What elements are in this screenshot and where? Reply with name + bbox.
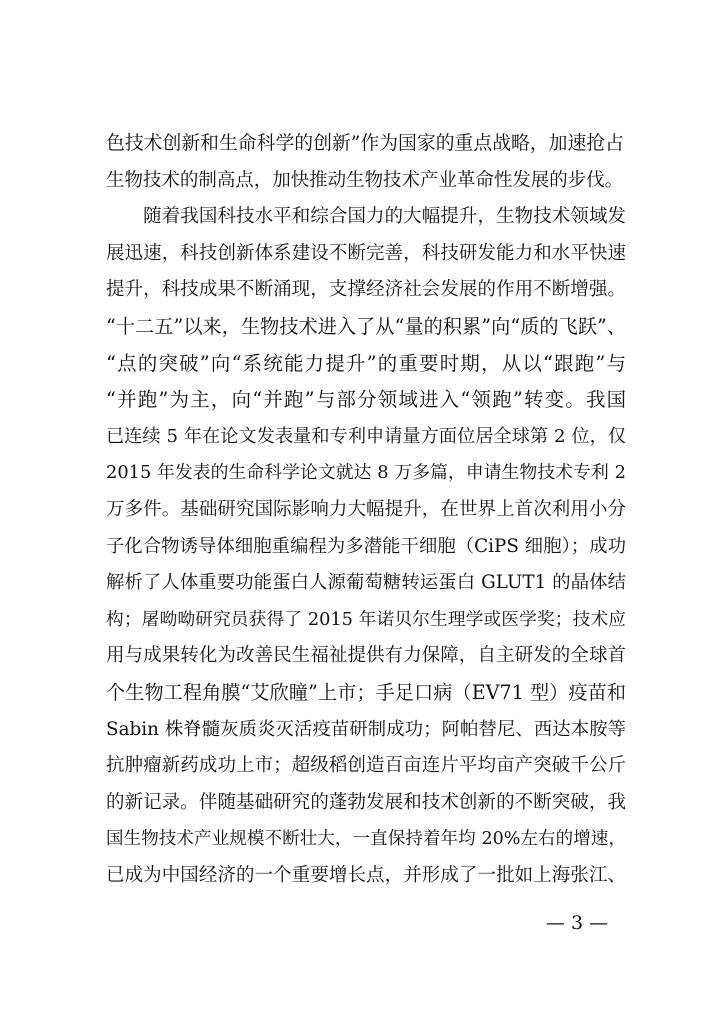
text-line: 构；屠呦呦研究员获得了 2015 年诺贝尔生理学或医学奖；技术应 <box>106 609 626 630</box>
text-line: 随着我国科技水平和综合国力的大幅提升，生物技术领域发 <box>106 206 626 228</box>
text-line: 用与成果转化为改善民生福祉提供有力保障，自主研发的全球首 <box>106 645 626 667</box>
text-line: 2015 年发表的生命科学论文就达 8 万多篇，申请生物技术专利 2 <box>106 462 626 484</box>
text-line: 色技术创新和生命科学的创新”作为国家的重点战略，加速抢占 <box>106 133 624 154</box>
text-line: 提升，科技成果不断涌现，支撑经济社会发展的作用不断增强。 <box>106 279 626 301</box>
page-number: — 3 — <box>546 912 609 934</box>
text-line: 子化合物诱导体细胞重编程为多潜能干细胞（CiPS 细胞）；成功 <box>106 535 626 557</box>
text-line: 抗肿瘤新药成功上市；超级稻创造百亩连片平均亩产突破千公斤 <box>106 755 626 777</box>
text-line: 个生物工程角膜“艾欣瞳”上市；手足口病（EV71 型）疫苗和 <box>106 680 626 704</box>
text-line: 生物技术的制高点，加快推动生物技术产业革命性发展的步伐。 <box>106 169 624 191</box>
text-line: “并跑”为主，向“并跑”与部分领域进入“领跑”转变。我国 <box>106 388 626 412</box>
text-line: 万多件。基础研究国际影响力大幅提升，在世界上首次利用小分 <box>106 498 626 520</box>
body-text <box>106 126 626 894</box>
text-line: 已连续 5 年在论文发表量和专利申请量方面位居全球第 2 位，仅 <box>106 425 626 447</box>
text-line: 解析了人体重要功能蛋白人源葡萄糖转运蛋白 GLUT1 的晶体结 <box>106 572 626 594</box>
text-line: Sabin 株脊髓灰质炎灭活疫苗研制成功；阿帕替尼、西达本胺等 <box>106 718 626 740</box>
text-line: 已成为中国经济的一个重要增长点，并形成了一批如上海张江、 <box>106 864 626 886</box>
text-line: “十二五”以来，生物技术进入了从“量的积累”向“质的飞跃”、 <box>106 314 626 338</box>
text-line: 国生物技术产业规模不断壮大，一直保持着年均 20%左右的增速， <box>106 829 626 850</box>
text-line: 展迅速，科技创新体系建设不断完善，科技研发能力和水平快速 <box>106 242 626 264</box>
text-line: “点的突破”向“系统能力提升”的重要时期，从以“跟跑”与 <box>106 351 626 375</box>
text-line: 的新记录。伴随基础研究的蓬勃发展和技术创新的不断突破，我 <box>106 791 626 813</box>
